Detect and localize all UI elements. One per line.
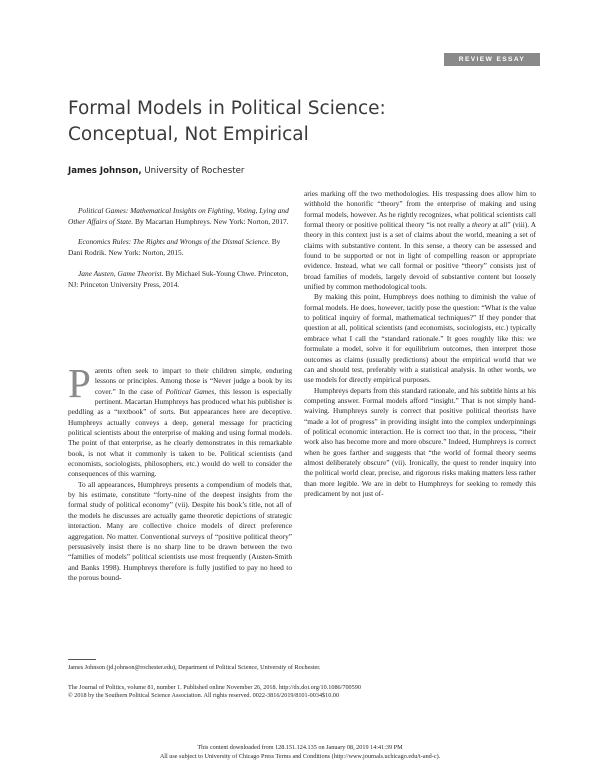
author-footnote [68, 664, 538, 672]
download-line: This content downloaded from 128.151.124.135 on January 08, 2019 14:41:39 PM [197, 744, 403, 751]
reviewed-book [68, 237, 292, 258]
reviewed-book-title: Economics Rules: The Rights and Wrongs of the Dismal Science. [78, 237, 270, 247]
body-paragraph: To all appearances, Humphreys presents a compendium of models that, by his estimate, constitute “forty-nine of the deepest insights from the formal study of political economy” (vii). Despite his book’s title, not all of the models he discusses are actually game theoretic depictions of strategic interaction. Many are collective choice models of direct preference aggregation. No matter. Conventional surveys of “positive political theory” persuasively insist there is no sharp line to be drawn between the two “families of models” political scientists use most frequently (Austen-Smith and Banks 1998). Humphreys therefore is fully justified to pay no heed to the porous bound- [68, 479, 292, 582]
author-name: James Johnson, [68, 166, 142, 176]
paragraph-text: the value to political inquiry of formal, mathematical techniques?” If they ponder that question at all, political scientists (and economists, sociologists, etc.) typically embrace what I call the “standard rationale.” It goes roughly like this: we formulate a model, solve it for equilibrium outcomes, then interpret those outcomes as claims (usually predictions) about the empirical world that we can and should test, preferably with a statistical analysis. In other words, we use models for directly empirical purposes. [304, 302, 536, 385]
title-line-2: Conceptual, Not Empirical [68, 124, 309, 145]
footnote-text: James Johnson (jd.johnson@rochester.edu), Department of Political Science, University of Rochester. [68, 664, 321, 671]
reviewed-book-title: Political Games: Mathematical Insights on Fighting, Voting, Lying and Other Affairs of State. [68, 206, 289, 226]
footnote-divider [68, 659, 96, 660]
paragraph-text: aries marking off the two methodologies. His trespassing does allow him to withhold the honorific “theory” from the enterprise of making and using formal models, however. As he rightly recognizes, what political scientists call formal theory or positive political theory “is not really a [304, 189, 536, 230]
paragraph-text: , this lesson is especially pertinent. Macartan Humphreys has produced what his publisher is peddling as a “textbook” of sorts. But appearances here are deceptive. Humphreys actually conveys a deep, general message for practicing political scientists about the enterprise of making and using formal models. The point of that enterprise, as he clearly demonstrates in this remarkable book, is not what it commonly is taken to be. Political scientists (and economists, sociologists, philosophers, etc.) would do well to consider the consequences of this warning. [68, 386, 292, 479]
paragraph-text: at all” (viii). A theory in this context just is a set of claims about the world, meaning a set of claims with substantive content. In this sense, a theory can be assessed and found to be supported or not in light of compelling reason or appropriate evidence. Instead, what we call formal or positive “theory” consists just of broad families of models, largely devoid of substantive content but loosely unified by common methodological tools. [304, 220, 536, 292]
terms-line: All use subject to University of Chicago Press Terms and Conditions (http://www.journals.uchicago.edu/t-and-c). [159, 752, 441, 760]
journal-info [68, 684, 538, 701]
paragraph-text: arents often seek to impart to their children simple, enduring lessons or principles. Among those is “Never judge a book by its cover.” In the case of [94, 366, 292, 396]
author-affiliation: University of Rochester [144, 166, 245, 176]
download-notice [0, 744, 600, 761]
emphasis-italic: is [502, 302, 508, 312]
paragraph-text: By making this point, Humphreys does nothing to diminish the value of formal models. He does, however, tacitly pose the question: “What [304, 292, 536, 312]
reviewed-book-title: Jane Austen, Game Theorist. [78, 268, 164, 278]
body-paragraph: Humphreys departs from this standard rationale, and his subtitle hints at his competing answer. Formal models afford “insight.” That is not simply hand-waiving. Humphreys surely is correct that positive political theorists have “made a lot of progress” in providing insight into the complex underpinnings of political economic interaction. He is correct too that, in the process, “their work also has become more and more obscure.” Indeed, Humphreys is correct when he goes farther and suggests that “the world of formal theory seems almost deliberately obscure” (vii). Ironically, the quest to render inquiry into the political world clear, precise, and rigorous risks making matters less rather than more legible. We are in debt to Humphreys for seeking to remedy this predicament by not just of- [304, 385, 536, 498]
body-paragraph [304, 189, 536, 292]
review-essay-badge: REVIEW ESSAY [444, 53, 540, 66]
reviewed-book [68, 269, 292, 290]
reviewed-book-details: By Dani Rodrik. New York: Norton, 2015. [68, 237, 281, 258]
reviewed-books-list [68, 206, 292, 300]
copyright-line: © 2018 by the Southern Political Science Association. All rights reserved. 0022-3816/2019/8101-0034$10.00 [68, 692, 340, 700]
emphasis-italic: theory [471, 220, 491, 230]
reviewed-book-details: By Macartan Humphreys. New York: Norton, 2017. [135, 216, 289, 226]
body-right-column [304, 189, 536, 499]
author-line [68, 166, 244, 176]
reviewed-book-details: By Michael Suk-Young Chwe. Princeton, NJ: Princeton University Press, 2014. [68, 268, 289, 289]
body-left-column [68, 360, 292, 583]
reviewed-book [68, 206, 292, 227]
journal-citation: The Journal of Politics, volume 81, number 1. Published online November 26, 2018. http://dx.doi.org/10.1086/700590 [68, 684, 361, 691]
book-title-italic: Political Games [165, 386, 215, 396]
drop-cap: P [68, 360, 91, 406]
body-paragraph [304, 292, 536, 385]
body-paragraph [68, 360, 292, 480]
article-title [68, 96, 488, 148]
title-line-1: Formal Models in Political Science: [68, 98, 386, 119]
